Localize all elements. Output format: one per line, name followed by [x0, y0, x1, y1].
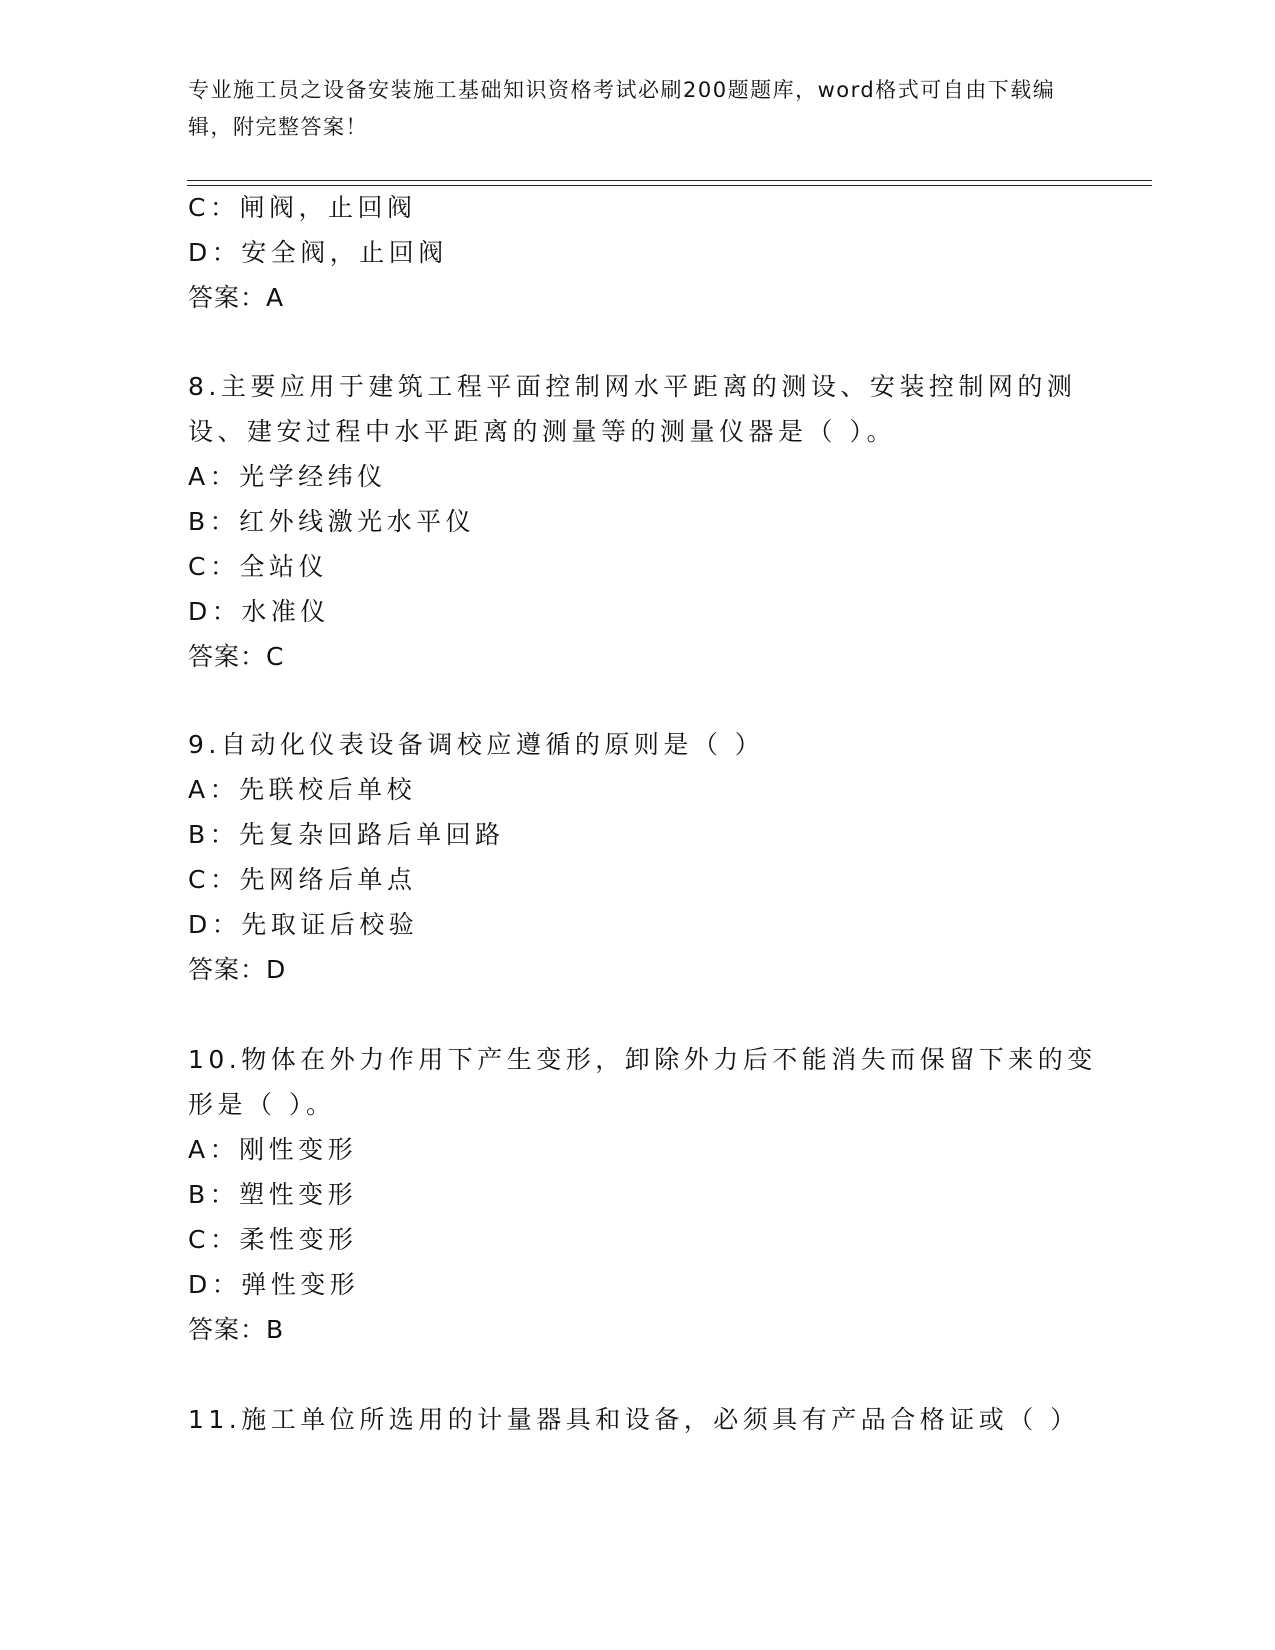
q9-answer: 答案：D — [188, 955, 287, 984]
q10-answer: 答案：B — [188, 1315, 285, 1344]
q8-option-d: D：水准仪 — [188, 597, 330, 626]
q9-option-b: B：先复杂回路后单回路 — [188, 820, 505, 849]
q9-option-c: C：先网络后单点 — [188, 865, 417, 894]
q10-stem-line1: 10.物体在外力作用下产生变形，卸除外力后不能消失而保留下来的变 — [188, 1045, 1097, 1074]
q7-answer: 答案：A — [188, 283, 285, 312]
q10-option-d: D：弹性变形 — [188, 1270, 360, 1299]
q8-option-c: C：全站仪 — [188, 552, 328, 581]
q11-stem: 11.施工单位所选用的计量器具和设备，必须具有产品合格证或（ ） — [188, 1405, 1080, 1434]
header-divider-top — [187, 180, 1152, 181]
q8-option-a: A：光学经纬仪 — [188, 462, 387, 491]
q9-stem: 9.自动化仪表设备调校应遵循的原则是（ ） — [188, 730, 765, 759]
q8-stem-line2: 设、建安过程中水平距离的测量等的测量仪器是（ ）。 — [188, 417, 896, 446]
q8-answer: 答案：C — [188, 642, 285, 671]
q10-option-c: C：柔性变形 — [188, 1225, 358, 1254]
q9-option-d: D：先取证后校验 — [188, 910, 419, 939]
q7-option-d: D：安全阀，止回阀 — [188, 238, 448, 267]
q7-option-c: C：闸阀，止回阀 — [188, 193, 417, 222]
q10-stem-line2: 形是（ ）。 — [188, 1090, 336, 1119]
q8-option-b: B：红外线激光水平仪 — [188, 507, 476, 536]
q9-option-a: A：先联校后单校 — [188, 775, 417, 804]
document-header: 专业施工员之设备安装施工基础知识资格考试必刷200题题库，word格式可自由下载编辑，附完整答案！ — [188, 78, 1056, 139]
q10-option-a: A：刚性变形 — [188, 1135, 358, 1164]
q8-stem-line1: 8.主要应用于建筑工程平面控制网水平距离的测设、安装控制网的测 — [188, 372, 1077, 401]
q10-option-b: B：塑性变形 — [188, 1180, 358, 1209]
header-divider-bottom — [187, 185, 1152, 186]
